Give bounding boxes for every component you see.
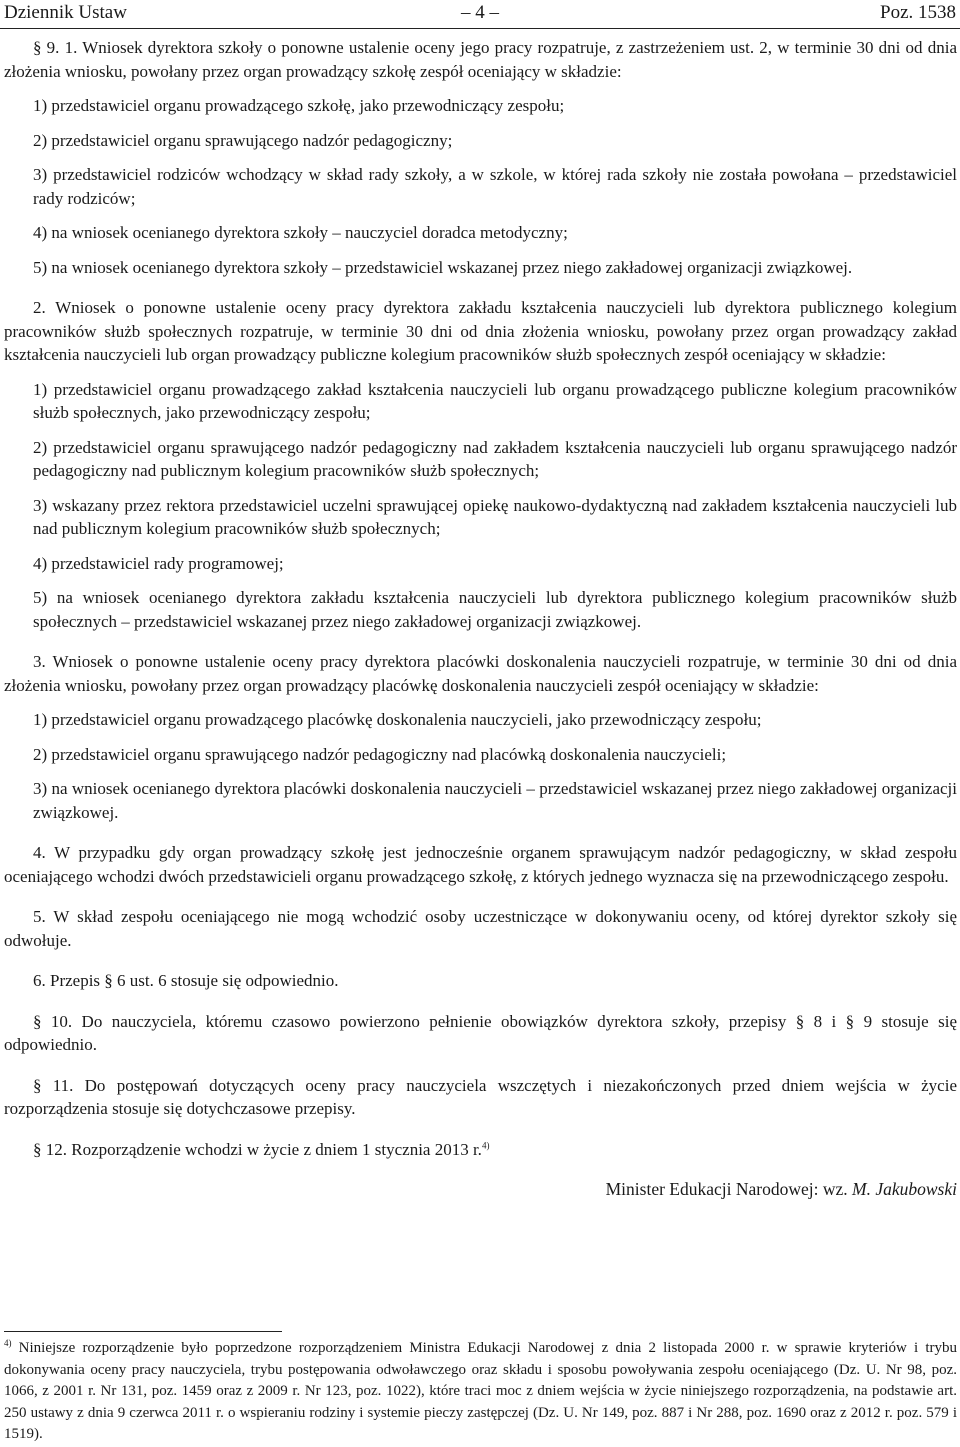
section-11: § 11. Do postępowań dotyczących oceny pracy nauczyciela wszczętych i niezakończonych przed dniem wejścia w życie rozporządzenia stosuje się dotychczasowe przepisy.: [4, 1075, 957, 1118]
page-header: [0, 0, 960, 28]
section-9-ust-6: 6. Przepis § 6 ust. 6 stosuje się odpowiednio.: [33, 971, 339, 990]
position-number: Poz. 1538: [880, 2, 956, 23]
list-item: 1) przedstawiciel organu prowadzącego zakład kształcenia nauczycieli lub organu prowadzącego publiczne kolegium pracowników służb społecznych, jako przewodniczący zespołu;: [33, 379, 957, 422]
list-item: 2) przedstawiciel organu sprawującego nadzór pedagogiczny nad placówką doskonalenia nauczycieli;: [33, 744, 727, 764]
list-item: 3) na wniosek ocenianego dyrektora placówki doskonalenia nauczycieli – przedstawiciel wskazanej przez niego zakładowej organizacji związkowej.: [33, 779, 957, 822]
section-9-ust-1: § 9. 1. Wniosek dyrektora szkoły o ponowne ustalenie oceny jego pracy rozpatruje, z zastrzeżeniem ust. 2, w terminie 30 dni od dnia złożenia wniosku, powołany przez organ prowadzący szkołę zespół oceniający w składzie:: [4, 38, 957, 81]
list-item: 1) przedstawiciel organu prowadzącego szkołę, jako przewodniczący zespołu;: [33, 96, 565, 115]
section-12-text: § 12. Rozporządzenie wchodzi w życie z dniem 1 stycznia 2013 r.: [33, 1139, 482, 1159]
section-9-ust-2: 2. Wniosek o ponowne ustalenie oceny pracy dyrektora zakładu kształcenia nauczycieli lub dyrektora publicznego kolegium pracowników służb społecznych rozpatruje, w terminie 30 dni od dnia złożenia wniosku, powołany przez organ prowadzący zakład kształcenia nauczycieli lub organ prowadzący publiczne kolegium pracowników służb społecznych zespół oceniający w składzie:: [4, 298, 957, 364]
list-item: 3) przedstawiciel rodziców wchodzący w skład rady szkoły, a w szkole, w której rada szkoły nie została powołana – przedstawiciel rady rodziców;: [33, 165, 957, 208]
document-body: [4, 36, 957, 1202]
footnote: [4, 1338, 957, 1446]
list-item: 2) przedstawiciel organu sprawującego nadzór pedagogiczny;: [33, 130, 453, 150]
list-item: 4) na wniosek ocenianego dyrektora szkoły – nauczyciel doradca metodyczny;: [33, 223, 568, 242]
signature-name: M. Jakubowski: [852, 1179, 957, 1199]
section-10: § 10. Do nauczyciela, któremu czasowo powierzono pełnienie obowiązków dyrektora szkoły, przepisy § 8 i § 9 stosuje się odpowiednio.: [4, 1011, 957, 1054]
page-number: – 4 –: [461, 2, 499, 23]
list-item: 1) przedstawiciel organu prowadzącego placówkę doskonalenia nauczycieli, jako przewodniczący zespołu;: [33, 710, 762, 729]
journal-title: Dziennik Ustaw: [4, 2, 127, 23]
section-9-ust-4: 4. W przypadku gdy organ prowadzący szkołę jest jednocześnie organem sprawującym nadzór pedagogiczny, w skład zespołu oceniającego wchodzi dwóch przedstawicieli organu prowadzącego szkołę, z których jednego wyznacza się na przewodniczącego zespołu.: [4, 843, 957, 886]
footnote-marker: 4): [4, 1338, 12, 1348]
list-item: 5) na wniosek ocenianego dyrektora szkoły – przedstawiciel wskazanej przez niego zakładowej organizacji związkowej.: [33, 257, 853, 277]
footnote-reference[interactable]: 4): [481, 1139, 490, 1150]
list-item: 2) przedstawiciel organu sprawującego nadzór pedagogiczny nad zakładem kształcenia nauczycieli lub organu sprawującego nadzór pedagogiczny nad publicznym kolegium pracowników służb społecznych;: [33, 437, 957, 480]
signature-role: Minister Edukacji Narodowej: wz.: [605, 1179, 853, 1199]
signature: [4, 1178, 957, 1202]
list-item: 5) na wniosek ocenianego dyrektora zakładu kształcenia nauczycieli lub dyrektora publicznego kolegium pracowników służb społecznych – przedstawiciel wskazanej przez niego zakładowej organizacji związkowej.: [33, 588, 957, 631]
section-9-ust-3: 3. Wniosek o ponowne ustalenie oceny pracy dyrektora placówki doskonalenia nauczycieli rozpatruje, w terminie 30 dni od dnia złożenia wniosku, powołany przez organ prowadzący placówkę doskonalenia nauczycieli zespół oceniający w składzie:: [4, 652, 957, 695]
section-12: [4, 1138, 957, 1162]
section-9-ust-5: 5. W skład zespołu oceniającego nie mogą wchodzić osoby uczestniczące w dokonywaniu oceny, od której dyrektor szkoły się odwołuje.: [4, 907, 957, 950]
footnote-divider: [4, 1331, 282, 1332]
list-item: 3) wskazany przez rektora przedstawiciel uczelni sprawującej opiekę naukowo-dydaktyczną nad zakładem kształcenia nauczycieli lub nad publicznym kolegium pracowników służb społecznych;: [33, 495, 957, 538]
footnote-text: Niniejsze rozporządzenie było poprzedzone rozporządzeniem Ministra Edukacji Narodowej z dnia 2 listopada 2000 r. w sprawie kryteriów i trybu dokonywania oceny pracy nauczyciela, trybu postępowania odwoławczego oraz składu i sposobu powoływania zespołu oceniającego (Dz. U. Nr 98, poz. 1066, z 2001 r. Nr 131, poz. 1459 oraz z 2009 r. Nr 123, poz. 1022), które traci moc z dniem wejścia w życie niniejszego rozporządzenia, na podstawie art. 250 ustawy z dnia 9 czerwca 2011 r. o wspieraniu rodziny i systemie pieczy zastępczej (Dz. U. Nr 149, poz. 887 i Nr 288, poz. 1690 oraz z 2012 r. poz. 579 i 1519).: [4, 1340, 957, 1443]
header-divider: [0, 28, 960, 29]
list-item: 4) przedstawiciel rady programowej;: [33, 553, 284, 573]
